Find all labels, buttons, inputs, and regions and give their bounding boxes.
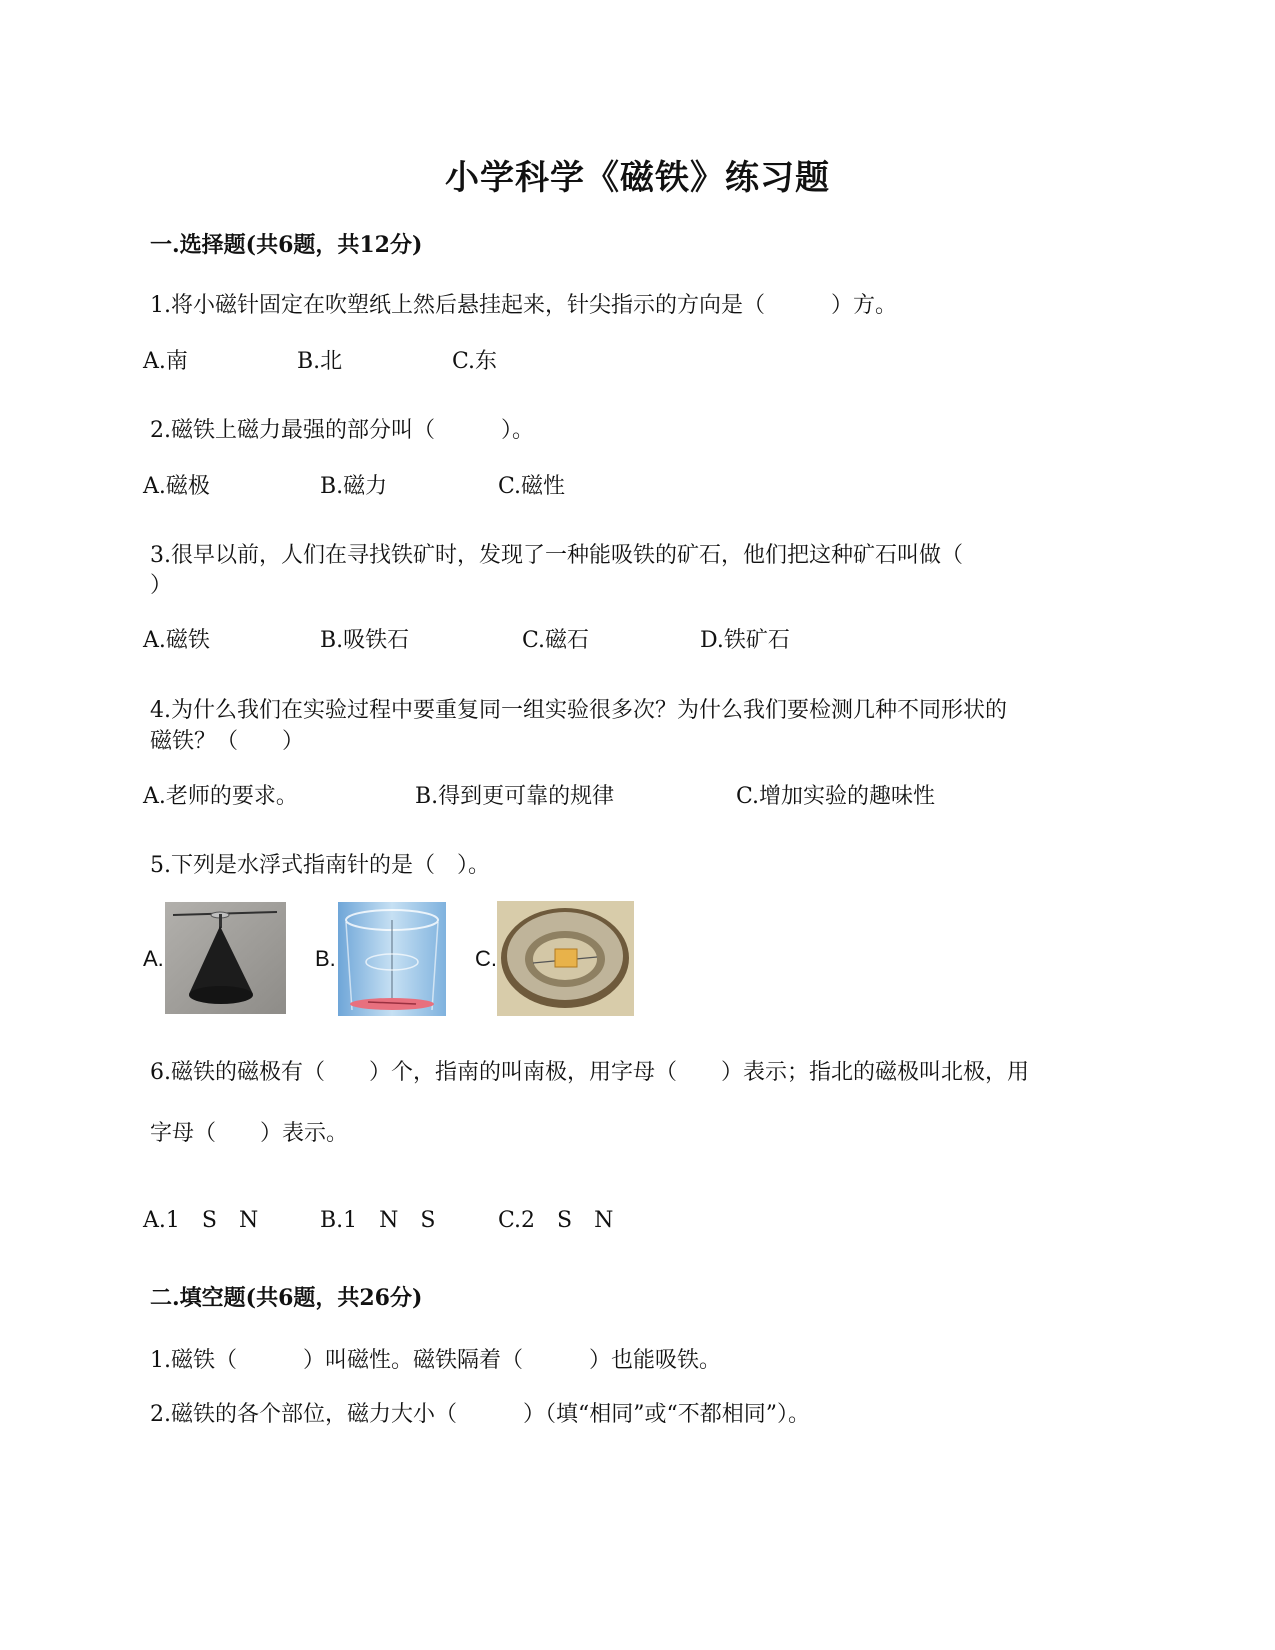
q5-option-a-label: A. (143, 946, 164, 971)
q5-option-b-label: B. (315, 946, 336, 971)
question-4-line1: 4.为什么我们在实验过程中要重复同一组实验很多次？为什么我们要检测几种不同形状的 (150, 698, 1007, 723)
q6-option-c: C.2 S N (498, 1208, 614, 1233)
q6-option-a: A.1 S N (143, 1208, 259, 1233)
section-heading-choice: 一.选择题(共6题，共12分) (150, 232, 423, 258)
q3-option-d: D.铁矿石 (700, 628, 790, 653)
q3-option-c: C.磁石 (522, 628, 590, 653)
q1-option-b: B.北 (297, 349, 343, 374)
question-3-line2: ） (150, 573, 173, 598)
q4-option-c: C.增加实验的趣味性 (736, 784, 936, 809)
question-6-line2: 字母（ ）表示。 (150, 1121, 349, 1146)
q3-option-b: B.吸铁石 (320, 628, 410, 653)
question-6-line1: 6.磁铁的磁极有（ ）个，指南的叫南极，用字母（ ）表示；指北的磁极叫北极，用 (150, 1060, 1029, 1085)
q1-option-c: C.东 (452, 349, 498, 374)
fill-question-1: 1.磁铁（ ）叫磁性。磁铁隔着（ ）也能吸铁。 (150, 1348, 721, 1373)
question-5: 5.下列是水浮式指南针的是（ ）。 (150, 853, 490, 878)
question-1: 1.将小磁针固定在吹塑纸上然后悬挂起来，针尖指示的方向是（ ）方。 (150, 293, 897, 318)
q6-option-b: B.1 N S (320, 1208, 436, 1233)
q5-image-a-cone-compass (165, 902, 286, 1014)
q4-option-b: B.得到更可靠的规律 (415, 784, 615, 809)
q5-image-b-hanging-compass (338, 902, 446, 1016)
q2-option-a: A.磁极 (143, 474, 210, 499)
q2-option-c: C.磁性 (498, 474, 566, 499)
q3-option-a: A.磁铁 (143, 628, 210, 653)
question-3-line1: 3.很早以前，人们在寻找铁矿时，发现了一种能吸铁的矿石，他们把这种矿石叫做（ (150, 543, 963, 568)
q2-option-b: B.磁力 (320, 474, 388, 499)
q1-option-a: A.南 (143, 349, 188, 374)
fill-question-2: 2.磁铁的各个部位，磁力大小（ ）（填“相同”或“不都相同”）。 (150, 1402, 810, 1427)
page-title: 小学科学《磁铁》练习题 (445, 158, 830, 198)
q5-image-c-floating-compass (497, 901, 634, 1016)
q4-option-a: A.老师的要求。 (143, 784, 298, 809)
section-heading-fill-blank: 二.填空题(共6题，共26分) (150, 1285, 423, 1311)
question-4-line2: 磁铁？（ ） (150, 729, 305, 754)
question-2: 2.磁铁上磁力最强的部分叫（ ）。 (150, 418, 534, 443)
q5-option-c-label: C. (475, 946, 497, 971)
